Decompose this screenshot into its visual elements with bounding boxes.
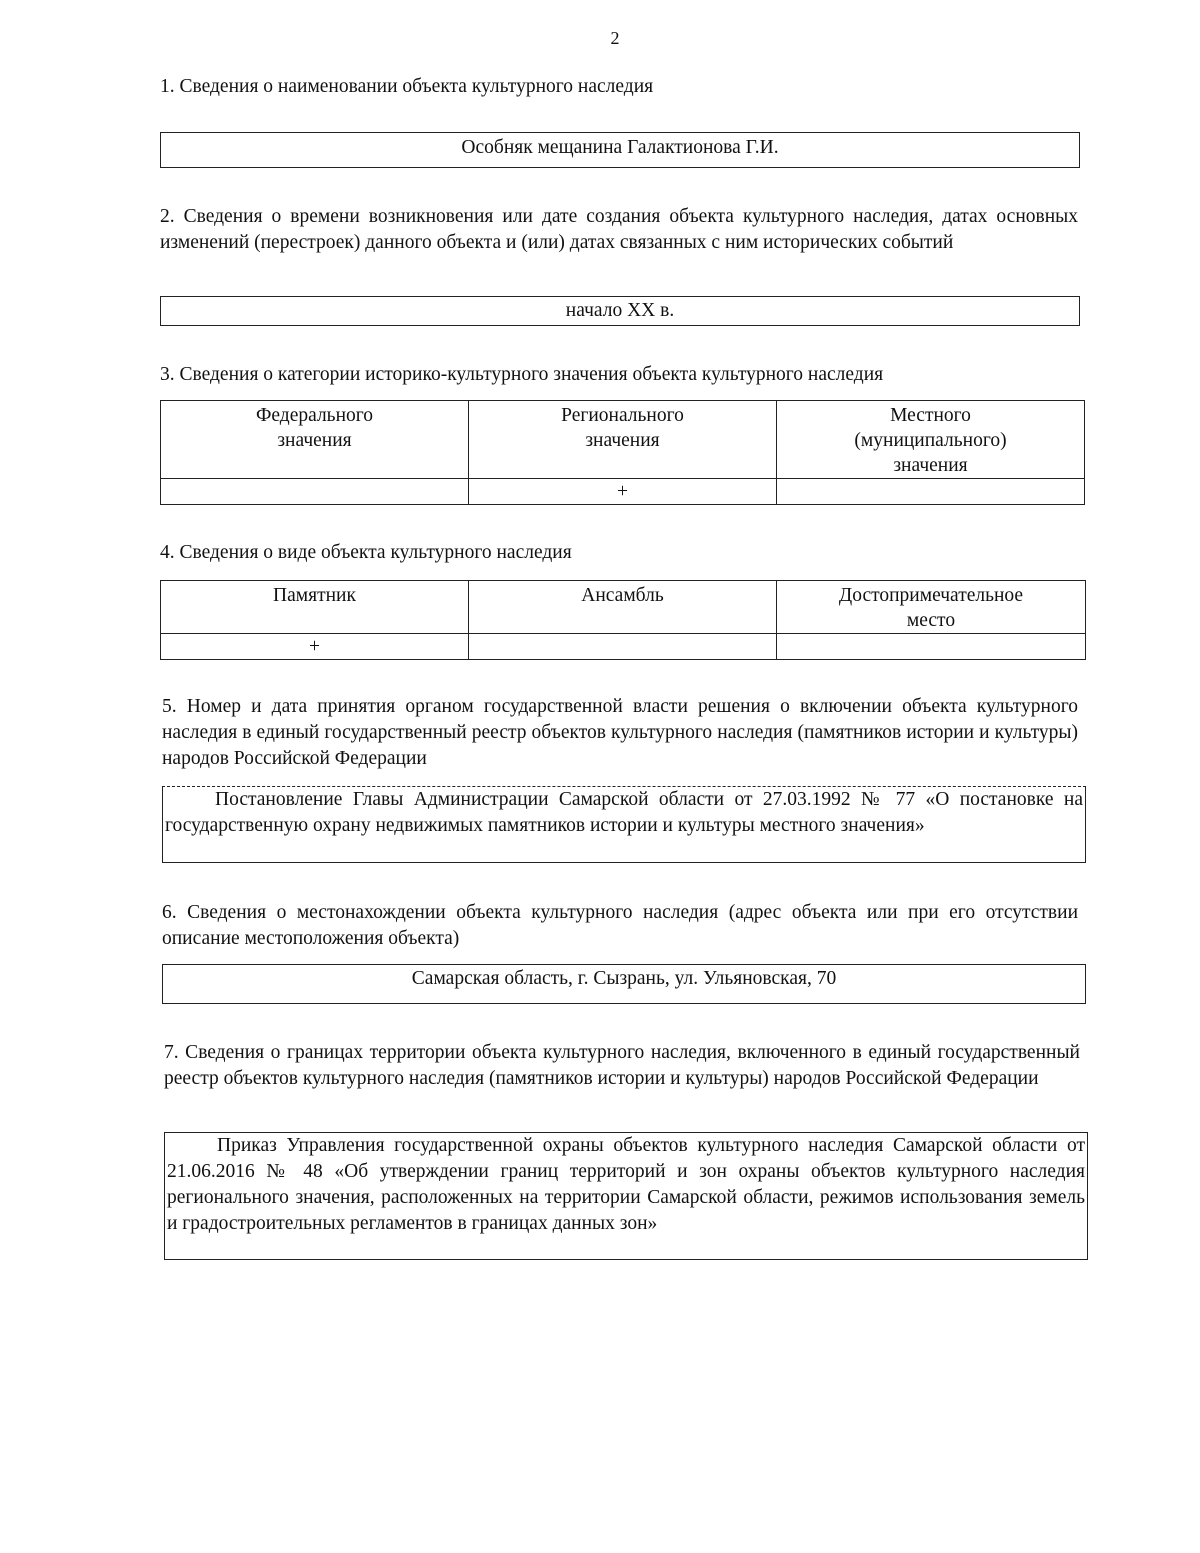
section-7-value-box (164, 1132, 1088, 1260)
section-6-value-box (162, 964, 1086, 1004)
section-1-value-box (160, 132, 1080, 168)
type-landmark-header: Достопримечательное место (777, 581, 1086, 634)
section-5-value: Постановление Главы Администрации Самарской области от 27.03.1992 № 77 «О постановке на государственную охрану недвижимых памятников истории и культуры местного значения» (165, 789, 1083, 836)
section-5-value-box (162, 786, 1086, 863)
section-3-category-table (160, 400, 1085, 505)
category-federal-mark (161, 479, 469, 505)
section-4-type-table (160, 580, 1086, 660)
category-regional-header: Регионального значения (469, 401, 777, 479)
type-monument-mark: + (161, 634, 469, 660)
type-landmark-mark (777, 634, 1086, 660)
section-2-value: начало XX в. (565, 300, 675, 321)
section-2-value-box (160, 296, 1080, 326)
type-ensemble-mark (469, 634, 777, 660)
section-5-heading: 5. Номер и дата принятия органом государственной власти решения о включении объекта культурного наследия в единый государственный реестр объектов культурного наследия (памятников истории и культуры) народов Российской Федерации (162, 696, 1078, 769)
page-number: 2 (610, 28, 620, 48)
section-6-value: Самарская область, г. Сызрань, ул. Ульяновская, 70 (411, 968, 837, 989)
type-monument-header: Памятник (161, 581, 469, 634)
category-local-mark (777, 479, 1085, 505)
category-federal-header: Федерального значения (161, 401, 469, 479)
section-2-heading: 2. Сведения о времени возникновения или дате создания объекта культурного наследия, датах основных изменений (перестроек) данного объекта и (или) датах связанных с ним исторических событий (160, 206, 1078, 253)
section-7-value: Приказ Управления государственной охраны объектов культурного наследия Самарской области от 21.06.2016 № 48 «Об утверждении границ территорий и зон охраны объектов культурного наследия регионального значения, расположенных на территории Самарской области, режимов использования земель и градостроительных регламентов в границах данных зон» (167, 1135, 1085, 1234)
section-3-heading: 3. Сведения о категории историко-культурного значения объекта культурного наследия (160, 364, 884, 385)
type-ensemble-header: Ансамбль (469, 581, 777, 634)
section-1-heading: 1. Сведения о наименовании объекта культурного наследия (160, 76, 654, 97)
section-4-heading: 4. Сведения о виде объекта культурного наследия (160, 542, 572, 563)
section-1-value: Особняк мещанина Галактионова Г.И. (461, 137, 779, 158)
section-7-heading: 7. Сведения о границах территории объекта культурного наследия, включенного в единый государственный реестр объектов культурного наследия (памятников истории и культуры) народов Российской Федерации (164, 1042, 1080, 1089)
section-6-heading: 6. Сведения о местонахождении объекта культурного наследия (адрес объекта или при его отсутствии описание местоположения объекта) (162, 902, 1078, 949)
category-regional-mark: + (469, 479, 777, 505)
category-local-header: Местного (муниципального) значения (777, 401, 1085, 479)
